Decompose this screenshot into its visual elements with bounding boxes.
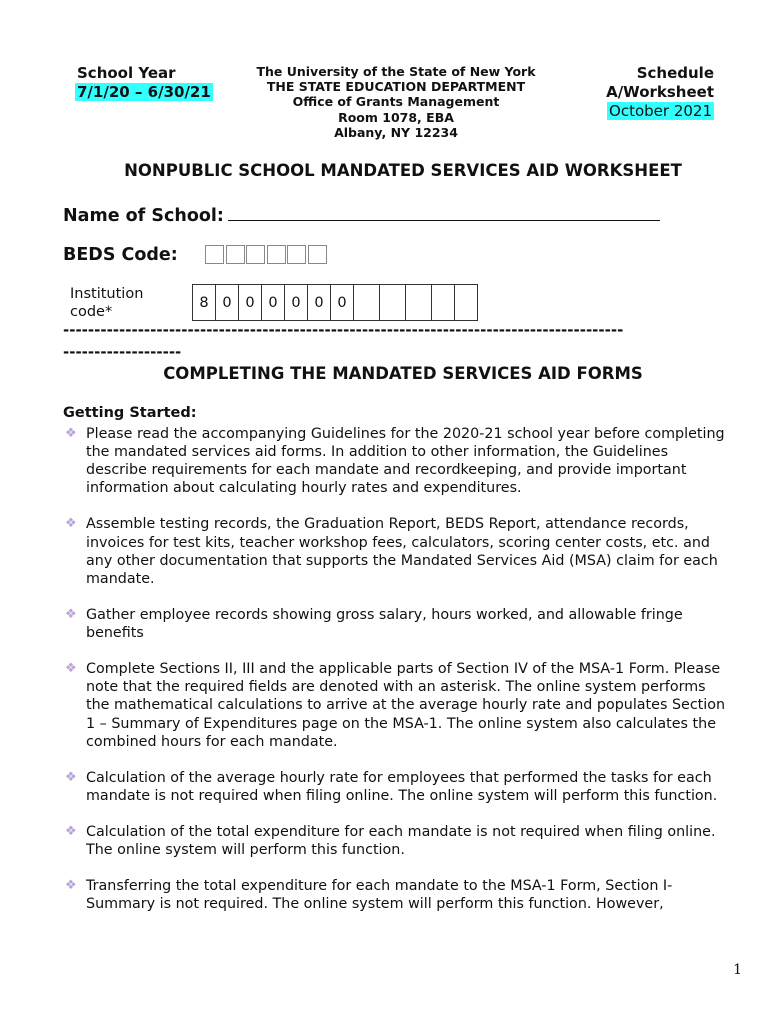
diamond-bullet-icon: ❖ xyxy=(65,426,77,441)
list-item-text: Transferring the total expenditure for each mandate to the MSA-1 Form, Section I-Summary is not required. The online system will perform this function. However, xyxy=(86,878,673,913)
diamond-bullet-icon: ❖ xyxy=(65,661,77,677)
list-item xyxy=(63,515,733,587)
list-item xyxy=(63,425,733,497)
institution-code-digit[interactable]: 0 xyxy=(331,285,354,321)
institution-code-digit[interactable]: 0 xyxy=(216,285,239,321)
list-item-text: Please read the accompanying Guidelines for the 2020-21 school year before completing the mandated services aid forms. In addition to other information, the Guidelines describe requirements for each mandate and recordkeeping, and provide important information about calculating hourly rates and expenditures. xyxy=(86,426,725,497)
institution-code-digit[interactable] xyxy=(432,285,455,321)
schedule-line-1: Schedule xyxy=(636,64,714,82)
institution-label-line-2: code* xyxy=(70,304,113,320)
beds-code-box[interactable] xyxy=(246,245,265,264)
diamond-bullet-icon: ❖ xyxy=(65,878,77,894)
school-name-label: Name of School: xyxy=(63,206,224,226)
school-name-field[interactable] xyxy=(228,203,660,221)
school-year-range: 7/1/20 – 6/30/21 xyxy=(77,83,211,101)
document-title: NONPUBLIC SCHOOL MANDATED SERVICES AID WORKSHEET xyxy=(124,161,682,180)
institution-code-table xyxy=(192,284,478,321)
agency-address xyxy=(228,64,564,140)
list-item xyxy=(63,823,733,859)
institution-code-digit[interactable] xyxy=(455,285,478,321)
beds-code-box[interactable] xyxy=(287,245,306,264)
institution-code-digit[interactable]: 8 xyxy=(193,285,216,321)
instruction-list xyxy=(63,425,733,932)
list-item-text: Assemble testing records, the Graduation Report, BEDS Report, attendance records, invoices for test kits, teacher workshop fees, calculators, scoring center costs, etc. and any other documentation that supports the Mandated Services Aid (MSA) claim for each mandate. xyxy=(86,516,718,587)
beds-code-boxes xyxy=(205,245,328,264)
schedule-label xyxy=(606,64,714,121)
institution-code-digit[interactable]: 0 xyxy=(285,285,308,321)
diamond-bullet-icon: ❖ xyxy=(65,769,77,785)
list-item-text: Calculation of the average hourly rate for employees that performed the tasks for each mandate is not required when filing online. The online system will perform this function. xyxy=(86,769,718,804)
list-item-text: Complete Sections II, III and the applicable parts of Section IV of the MSA-1 Form. Please note that the required fields are denoted with an asterisk. The online system performs the mathematical calculations to arrive at the average hourly rate and populates Section 1 – Summary of Expenditures page on the MSA-1. The online system also calculates the combined hours for each mandate. xyxy=(86,661,726,750)
institution-code-digit[interactable] xyxy=(406,285,432,321)
dashed-divider: ------------------------------------------------------------------------------------------ xyxy=(63,321,624,339)
beds-code-label: BEDS Code: xyxy=(63,245,178,265)
schedule-date: October 2021 xyxy=(609,102,712,120)
dashed-divider-continued: ------------------- xyxy=(63,343,182,361)
institution-label-line-1: Institution xyxy=(70,286,144,302)
institution-code-digit[interactable]: 0 xyxy=(239,285,262,321)
agency-line: Office of Grants Management xyxy=(292,94,500,110)
beds-code-box[interactable] xyxy=(226,245,245,264)
list-item-text: Calculation of the total expenditure for each mandate is not required when filing online. The online system will perform this function. xyxy=(86,824,716,859)
beds-code-box[interactable] xyxy=(205,245,224,264)
institution-code-label xyxy=(70,285,143,321)
school-year-label: School Year xyxy=(77,64,176,82)
beds-code-box[interactable] xyxy=(267,245,286,264)
list-item xyxy=(63,877,733,913)
list-item xyxy=(63,769,733,805)
diamond-bullet-icon: ❖ xyxy=(65,824,77,840)
institution-code-digit[interactable] xyxy=(354,285,380,321)
beds-code-box[interactable] xyxy=(308,245,327,264)
school-name-row xyxy=(63,203,660,226)
page-number: 1 xyxy=(733,962,742,978)
agency-line: Room 1078, EBA xyxy=(338,109,454,125)
institution-code-digit[interactable]: 0 xyxy=(308,285,331,321)
section-title: COMPLETING THE MANDATED SERVICES AID FORMS xyxy=(163,364,643,383)
getting-started-heading: Getting Started: xyxy=(63,405,197,421)
list-item-text: Gather employee records showing gross salary, hours worked, and allowable fringe benefits xyxy=(86,606,683,642)
agency-line: The University of the State of New York xyxy=(256,64,536,79)
schedule-line-2: A/Worksheet xyxy=(606,83,714,101)
institution-code-digit[interactable]: 0 xyxy=(262,285,285,321)
list-item xyxy=(63,660,733,750)
diamond-bullet-icon: ❖ xyxy=(65,516,77,532)
institution-code-digit[interactable] xyxy=(380,285,406,321)
agency-line: THE STATE EDUCATION DEPARTMENT xyxy=(266,79,526,95)
diamond-bullet-icon: ❖ xyxy=(65,606,77,622)
agency-line: Albany, NY 12234 xyxy=(334,124,458,140)
list-item xyxy=(63,606,733,642)
